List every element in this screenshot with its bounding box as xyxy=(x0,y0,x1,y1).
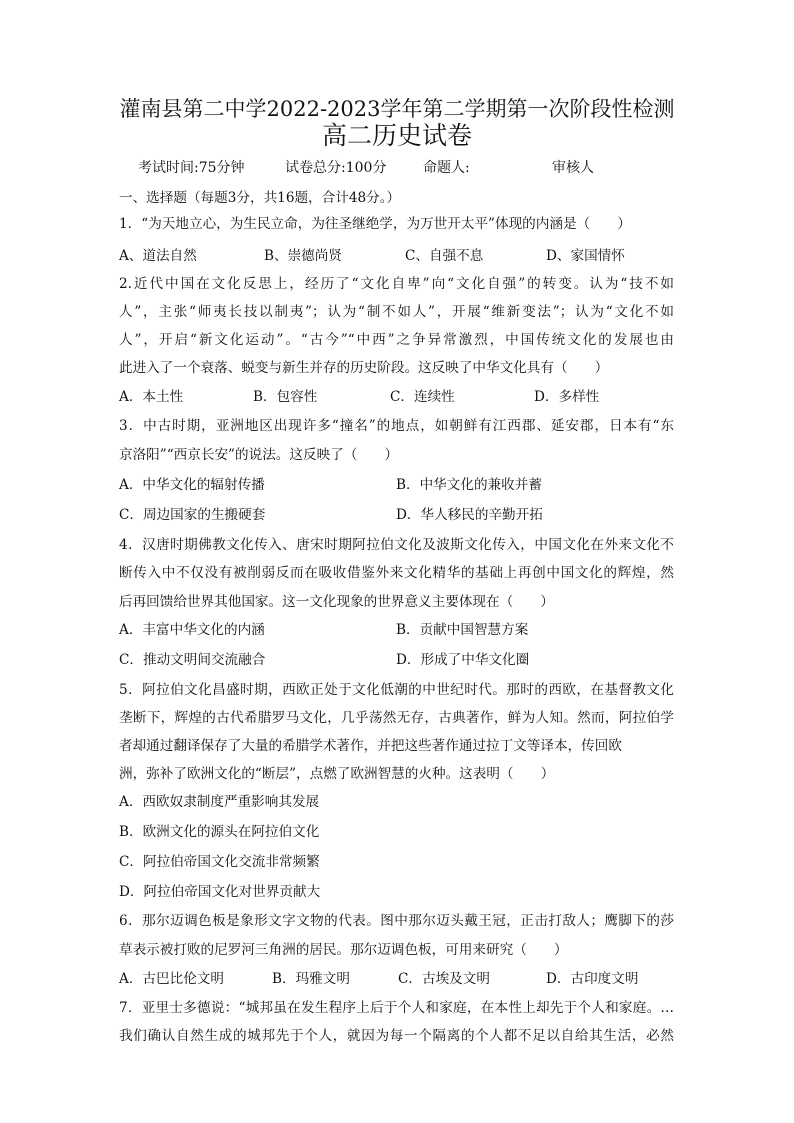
q5-option-d: D．阿拉伯帝国文化对世界贡献大 xyxy=(119,884,321,900)
exam-time: 考试时间:75分钟 xyxy=(138,160,245,176)
question-5-line: 5．阿拉伯文化昌盛时期，西欧正处于文化低潮的中世纪时代。那时的西欧，在基督教文化 xyxy=(119,682,674,698)
q5-option-a: A．西欧奴隶制度严重影响其发展 xyxy=(119,794,320,810)
question-6-line: 6．那尔迈调色板是象形文字文物的代表。图中那尔迈头戴王冠，正击打敌人；鹰脚下的莎 xyxy=(119,913,674,929)
q3-option-a: A．中华文化的辐射传播 xyxy=(119,477,265,493)
question-2-line: 2.近代中国在文化反思上，经历了“文化自卑”向“文化自强”的转变。认为“技不如 xyxy=(119,276,674,292)
question-4-line: 断传入中不仅没有被削弱反而在吸收借鉴外来文化精华的基础上再创中国文化的辉煌，然 xyxy=(119,565,674,581)
section-heading: 一、选择题（每题3分，共16题，合计48分。） xyxy=(119,190,401,206)
q3-option-d: D．华人移民的辛勤开拓 xyxy=(396,507,543,523)
exam-subtitle: 高二历史试卷 xyxy=(321,121,472,150)
exam-title: 灌南县第二中学2022-2023学年第二学期第一次阶段性检测 xyxy=(119,97,675,121)
q3-option-c: C．周边国家的生搬硬套 xyxy=(119,507,266,523)
q5-option-c: C．阿拉伯帝国文化交流非常频繁 xyxy=(119,854,320,870)
reviewer-label: 审核人 xyxy=(552,160,594,176)
question-2-line: 人”，主张“师夷长技以制夷”；认为“制不如人”，开展“维新变法”；认为“文化不如 xyxy=(119,304,674,320)
question-5-line: 垄断下，辉煌的古代希腊罗马文化，几乎荡然无存，古典著作，鲜为人知。然而，阿拉伯学 xyxy=(119,710,674,726)
q6-option-d: D．古印度文明 xyxy=(546,971,639,987)
question-7-line: 我们确认自然生成的城邦先于个人，就因为每一个隔离的个人都不足以自给其生活，必然 xyxy=(119,1028,674,1044)
q2-option-b: B．包容性 xyxy=(253,389,318,405)
q4-option-a: A．丰富中华文化的内涵 xyxy=(119,622,265,638)
question-4-line: 4．汉唐时期佛教文化传入、唐宋时期阿拉伯文化及波斯文化传入，中国文化在外来文化不 xyxy=(119,537,674,553)
question-2-line: 此进入了一个衰落、蜕变与新生并存的历史阶段。这反映了中华文化具有（ ） xyxy=(119,360,609,376)
q3-option-b: B．中华文化的兼收并蓄 xyxy=(396,477,542,493)
q5-option-b: B．欧洲文化的源头在阿拉伯文化 xyxy=(119,824,320,840)
q6-option-c: C．古埃及文明 xyxy=(398,971,490,987)
q4-option-b: B．贡献中国智慧方案 xyxy=(396,622,529,638)
q1-option-c: C、自强不息 xyxy=(405,248,484,264)
q2-option-c: C．连续性 xyxy=(390,389,455,405)
q4-option-c: C．推动文明间交流融合 xyxy=(119,652,266,668)
question-4-line: 后再回馈给世界其他国家。这一文化现象的世界意义主要体现在（ ） xyxy=(119,594,554,610)
q2-option-a: A．本土性 xyxy=(119,389,184,405)
q2-option-d: D．多样性 xyxy=(534,389,600,405)
question-6-line: 草表示被打败的尼罗河三角洲的居民。那尔迈调色板，可用来研究（ ） xyxy=(119,942,568,958)
question-5-line: 洲，弥补了欧洲文化的“断层”，点燃了欧洲智慧的火种。这表明（ ） xyxy=(119,766,555,782)
q4-option-d: D．形成了中华文化圈 xyxy=(396,652,530,668)
question-1-stem: 1．“为天地立心，为生民立命，为往圣继绝学，为万世开太平”体现的内涵是（ ） xyxy=(119,216,631,232)
question-3-line: 京洛阳”“西京长安”的说法。这反映了（ ） xyxy=(119,447,399,463)
question-3-line: 3．中古时期，亚洲地区出现许多“撞名”的地点，如朝鲜有江西郡、延安郡，日本有“东 xyxy=(119,418,674,434)
question-7-line: 7．亚里士多德说：“城邦虽在发生程序上后于个人和家庭，在本性上却先于个人和家庭。… xyxy=(119,1000,674,1016)
q1-option-a: A、道法自然 xyxy=(119,248,197,264)
q1-option-d: D、家国情怀 xyxy=(546,248,625,264)
q6-option-b: B．玛雅文明 xyxy=(272,971,350,987)
q1-option-b: B、崇德尚贤 xyxy=(264,248,342,264)
q6-option-a: A．古巴比伦文明 xyxy=(119,971,224,987)
total-score: 试卷总分:100分 xyxy=(285,160,387,176)
question-2-line: 人”，开启“新文化运动”。“古今”“中西”之争异常激烈，中国传统文化的发展也由 xyxy=(119,332,674,348)
author-label: 命题人: xyxy=(423,160,470,176)
question-5-line: 者却通过翻译保存了大量的希腊学术著作，并把这些著作通过拉丁文等译本，传回欧 xyxy=(119,738,622,754)
